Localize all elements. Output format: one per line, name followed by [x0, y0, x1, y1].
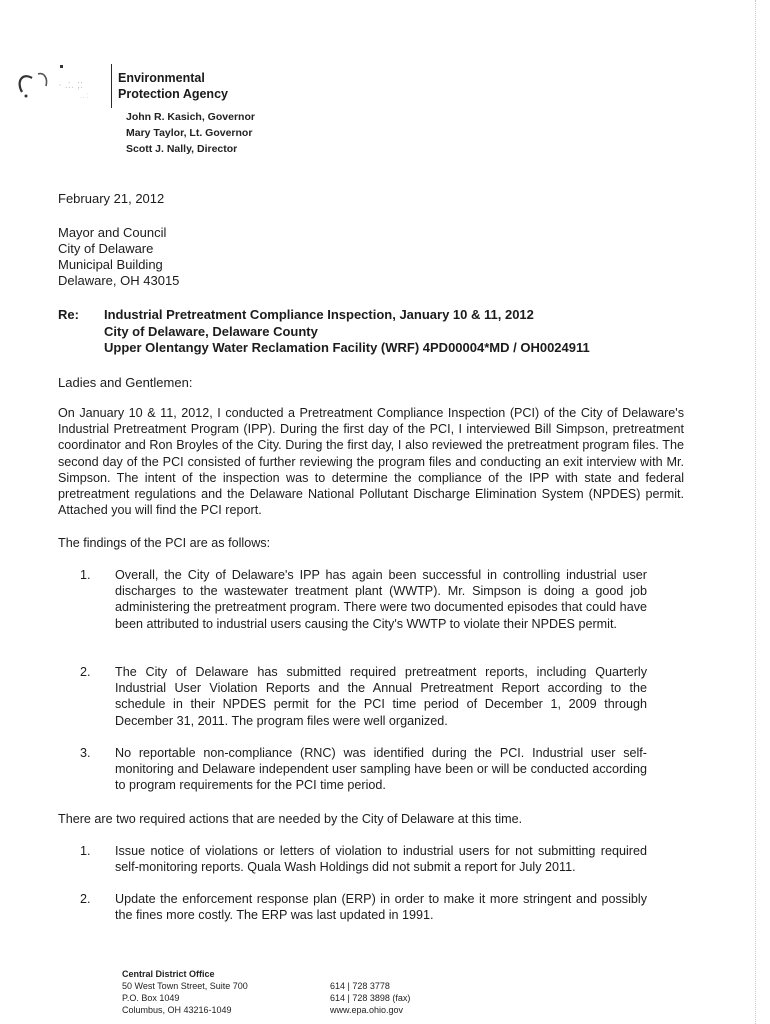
recipient-address [58, 225, 179, 289]
finding-number: 1. [80, 568, 91, 582]
official-lt-governor: Mary Taylor, Lt. Governor [126, 127, 253, 139]
recipient-line: City of Delaware [58, 241, 154, 256]
footer-contact [330, 980, 410, 1016]
action-number: 1. [80, 844, 91, 858]
action-text: Issue notice of violations or letters of violation to industrial users for not submitting required self-monitoring reports. Quala Wash Holdings did not submit a report for July 2011. [115, 844, 647, 875]
footer-fax: 614 | 728 3898 (fax) [330, 993, 411, 1003]
footer-phone: 614 | 728 3778 [330, 981, 390, 991]
subject-line: City of Delaware, Delaware County [104, 323, 318, 339]
action-text: Update the enforcement response plan (ERP) in order to make it more stringent and possibly the fines more costly. The ERP was last updated in 1991. [115, 892, 647, 923]
finding-text: Overall, the City of Delaware's IPP has again been successful in controlling industrial user discharges to the wastewater treatment plant (WWTP). Mr. Simpson is doing a good job administering the pretreatment program. There were two documented episodes that could have been attributed to industrial users causing the City's WWTP to violate their NPDES permit. [115, 568, 647, 631]
subject-label: Re: [58, 307, 79, 322]
footer-address-line: P.O. Box 1049 [122, 993, 180, 1003]
agency-name [118, 70, 228, 102]
subject-lines [104, 307, 590, 357]
footer-website: www.epa.ohio.gov [330, 1005, 404, 1015]
footer-address-line: 50 West Town Street, Suite 700 [122, 981, 248, 991]
svg-text:.. :: .. : [80, 91, 89, 100]
subject-line: Upper Olentangy Water Reclamation Facility (WRF) 4PD00004*MD / OH0024911 [104, 340, 590, 355]
footer-address-line: Columbus, OH 43216-1049 [122, 1005, 232, 1015]
finding-number: 3. [80, 746, 91, 760]
recipient-line: Municipal Building [58, 257, 163, 272]
agency-name-line2: Protection Agency [118, 87, 228, 101]
svg-text:· .:. ;:: · .:. ;: [58, 79, 84, 91]
letter-date: February 21, 2012 [58, 191, 165, 206]
official-governor: John R. Kasich, Governor [126, 111, 255, 123]
findings-intro: The findings of the PCI are as follows: [58, 536, 271, 550]
recipient-line: Delaware, OH 43015 [58, 273, 180, 288]
intro-paragraph: On January 10 & 11, 2012, I conducted a Pretreatment Compliance Inspection (PCI) of the City of Delaware's Industrial Pretreatment Program (IPP). During the first day of the PCI, I interviewed Bill Simpson, pretreatment coordinator and Ron Broyles of the City. During the first day, I also reviewed the pretreatment program files. The second day of the PCI consisted of further reviewing the program files and conducting an exit interview with Mr. Simpson. The intent of the inspection was to determine the compliance of the IPP with state and federal pretreatment regulations and the Delaware National Pollutant Discharge Elimination System (NPDES) permit. Attached you will find the PCI report. [58, 406, 684, 518]
salutation: Ladies and Gentlemen: [58, 375, 193, 390]
finding-text: The City of Delaware has submitted required pretreatment reports, including Quarterly Industrial User Violation Reports and the Annual Pretreatment Report according to the schedule in their NPDES permit for the PCI time period of December 1, 2009 through December 31, 2011. The program files were well organized. [115, 665, 647, 728]
letterhead-divider [111, 64, 112, 108]
official-director: Scott J. Nally, Director [126, 143, 238, 155]
finding-text: No reportable non-compliance (RNC) was identified during the PCI. Industrial user self-monitoring and Delaware independent user sampling have been or will be conducted according to program requirements for the PCI time period. [115, 746, 647, 793]
footer-office [122, 968, 248, 1016]
scan-edge [755, 0, 756, 1024]
actions-intro: There are two required actions that are needed by the City of Delaware at this time. [58, 812, 523, 826]
subject-line: Industrial Pretreatment Compliance Inspection, January 10 & 11, 2012 [104, 307, 534, 322]
officials-list [126, 109, 255, 157]
ohio-epa-logo [14, 62, 114, 106]
finding-number: 2. [80, 665, 91, 679]
agency-name-line1: Environmental [118, 71, 205, 85]
action-number: 2. [80, 892, 91, 906]
footer-office-name: Central District Office [122, 969, 215, 979]
recipient-line: Mayor and Council [58, 225, 167, 240]
